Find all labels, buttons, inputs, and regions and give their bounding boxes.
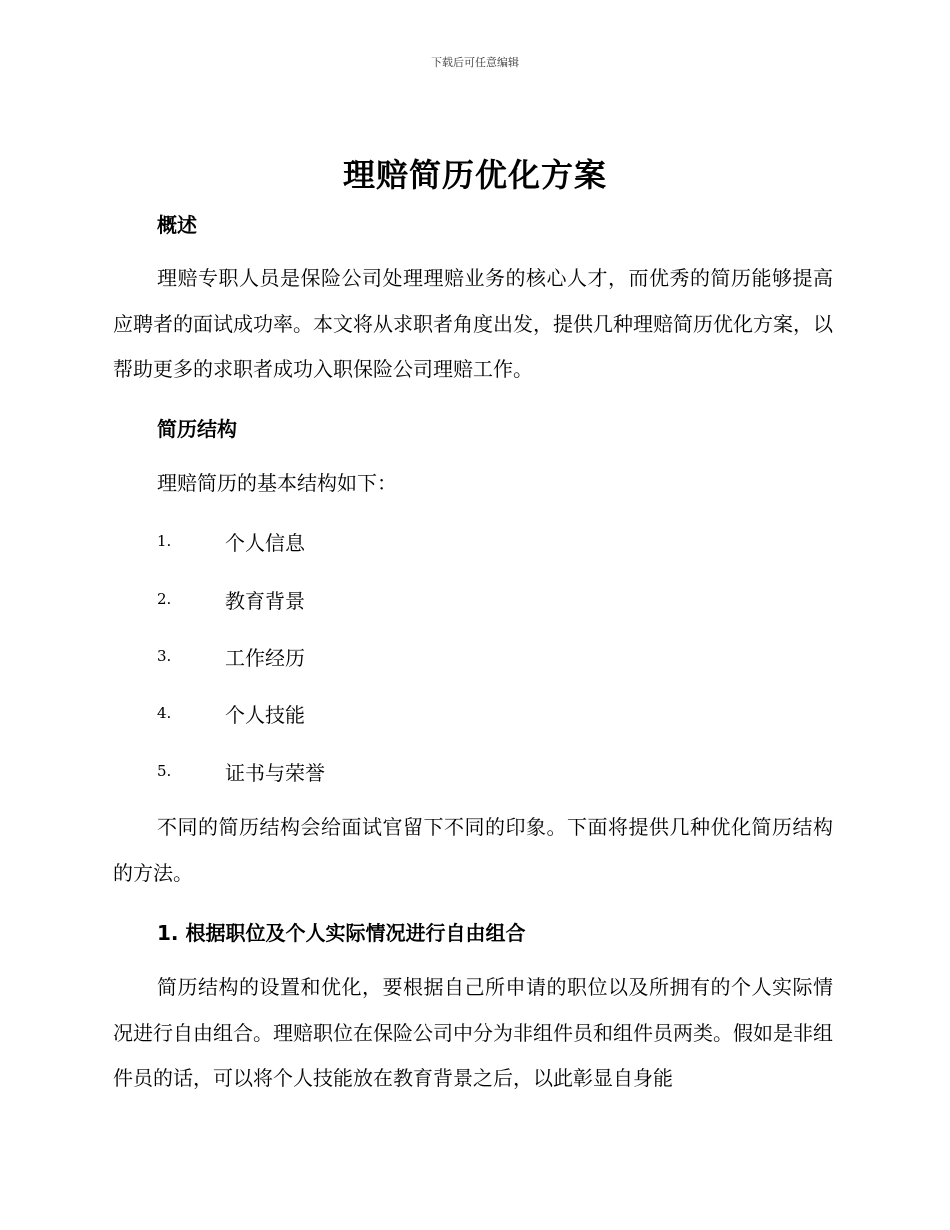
list-number: 2. — [157, 590, 172, 608]
section-heading-structure: 简历结构 — [157, 417, 237, 441]
list-text: 个人技能 — [225, 703, 305, 727]
list-number: 5. — [157, 762, 172, 780]
overview-paragraph: 理赔专职人员是保险公司处理理赔业务的核心人才，而优秀的简历能够提高应聘者的面试成功率。本文将从求职者角度出发，提供几种理赔简历优化方案，以帮助更多的求职者成功入职保险公司理赔工作。 — [113, 266, 833, 381]
list-number: 1. — [157, 532, 172, 550]
list-text: 个人信息 — [225, 531, 305, 555]
header-note: 下载后可任意编辑 — [431, 56, 519, 69]
page-title: 理赔简历优化方案 — [342, 156, 607, 194]
list-text: 工作经历 — [225, 646, 305, 670]
structure-intro: 理赔简历的基本结构如下： — [157, 471, 397, 495]
list-text: 教育背景 — [225, 589, 305, 613]
section-heading-method-1: 1. 根据职位及个人实际情况进行自由组合 — [157, 921, 526, 945]
list-number: 4. — [157, 704, 172, 722]
list-text: 证书与荣誉 — [225, 761, 325, 785]
structure-outro: 不同的简历结构会给面试官留下不同的印象。下面将提供几种优化简历结构的方法。 — [113, 815, 833, 885]
section-heading-overview: 概述 — [157, 213, 197, 237]
list-number: 3. — [157, 647, 172, 665]
method-1-paragraph: 简历结构的设置和优化，要根据自己所申请的职位以及所拥有的个人实际情况进行自由组合。理赔职位在保险公司中分为非组件员和组件员两类。假如是非组件员的话，可以将个人技能放在教育背景之后，以此彰显自身能 — [113, 975, 833, 1090]
